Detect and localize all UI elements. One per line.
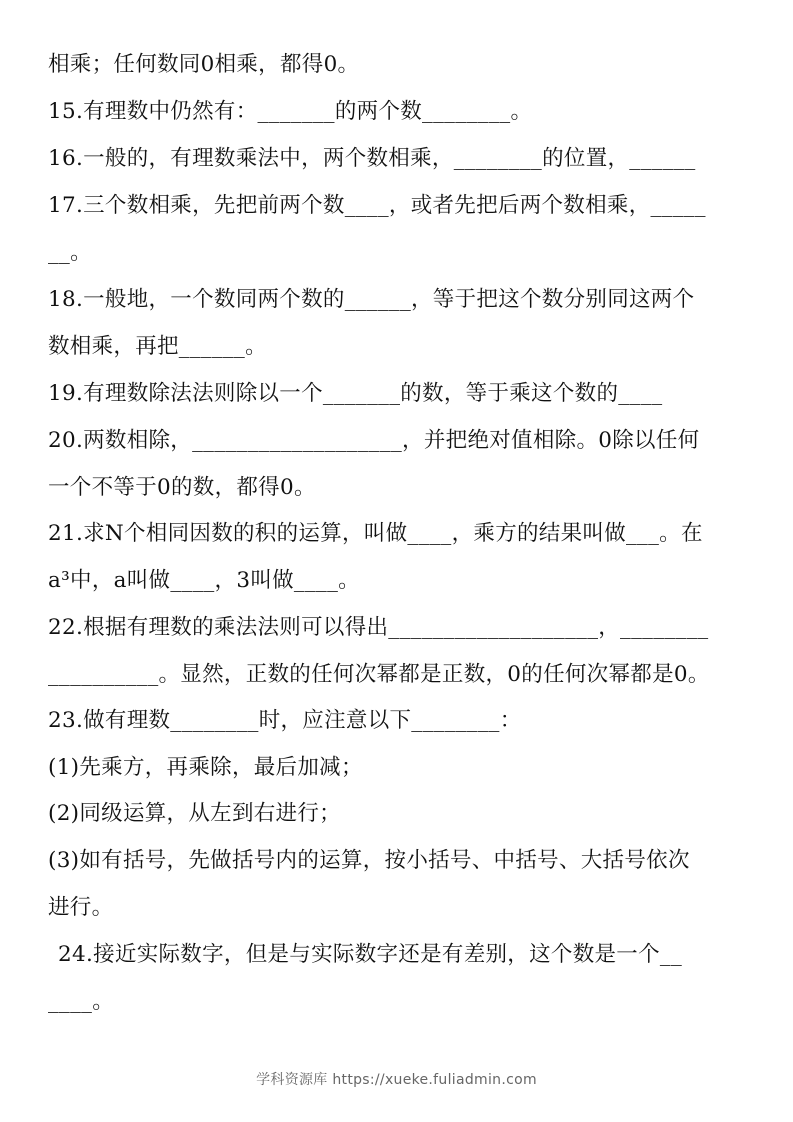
question-20: 20.两数相除，___________________，并把绝对值相除。0除以任何	[48, 428, 700, 453]
question-16: 16.一般的，有理数乘法中，两个数相乘，________的位置，______	[48, 146, 696, 171]
question-18-continued: 数相乘，再把______。	[48, 334, 267, 359]
question-22: 22.根据有理数的乘法法则可以得出___________________，________	[48, 615, 709, 640]
question-21-continued: a³中，a叫做____，3叫做____。	[48, 568, 360, 593]
question-23: 23.做有理数________时，应注意以下________：	[48, 708, 522, 733]
question-23-item-3-continued: 进行。	[48, 895, 114, 920]
question-21: 21.求N个相同因数的积的运算，叫做____，乘方的结果叫做___。在	[48, 521, 703, 546]
question-19: 19.有理数除法法则除以一个_______的数，等于乘这个数的____	[48, 381, 663, 406]
question-15: 15.有理数中仍然有：_______的两个数________。	[48, 99, 533, 124]
question-18: 18.一般地，一个数同两个数的______，等于把这个数分别同这两个	[48, 287, 695, 312]
question-22-continued: __________。显然，正数的任何次幂都是正数，0的任何次幂都是0。	[48, 662, 710, 687]
page-footer: 学科资源库 https://xueke.fuliadmin.com	[256, 1072, 537, 1088]
question-24: 24.接近实际数字，但是与实际数字还是有差别，这个数是一个__	[58, 942, 682, 967]
question-23-item-3: (3)如有括号，先做括号内的运算，按小括号、中括号、大括号依次	[48, 848, 690, 873]
question-17-continued: __。	[48, 240, 92, 265]
text-line: 相乘；任何数同0相乘，都得0。	[48, 52, 360, 77]
question-20-continued: 一个不等于0的数，都得0。	[48, 475, 316, 500]
question-17: 17.三个数相乘，先把前两个数____，或者先把后两个数相乘，_____	[48, 193, 706, 218]
question-23-item-1: (1)先乘方，再乘除，最后加减；	[48, 755, 363, 780]
question-24-continued: ____。	[48, 989, 115, 1014]
question-23-item-2: (2)同级运算，从左到右进行；	[48, 801, 341, 826]
